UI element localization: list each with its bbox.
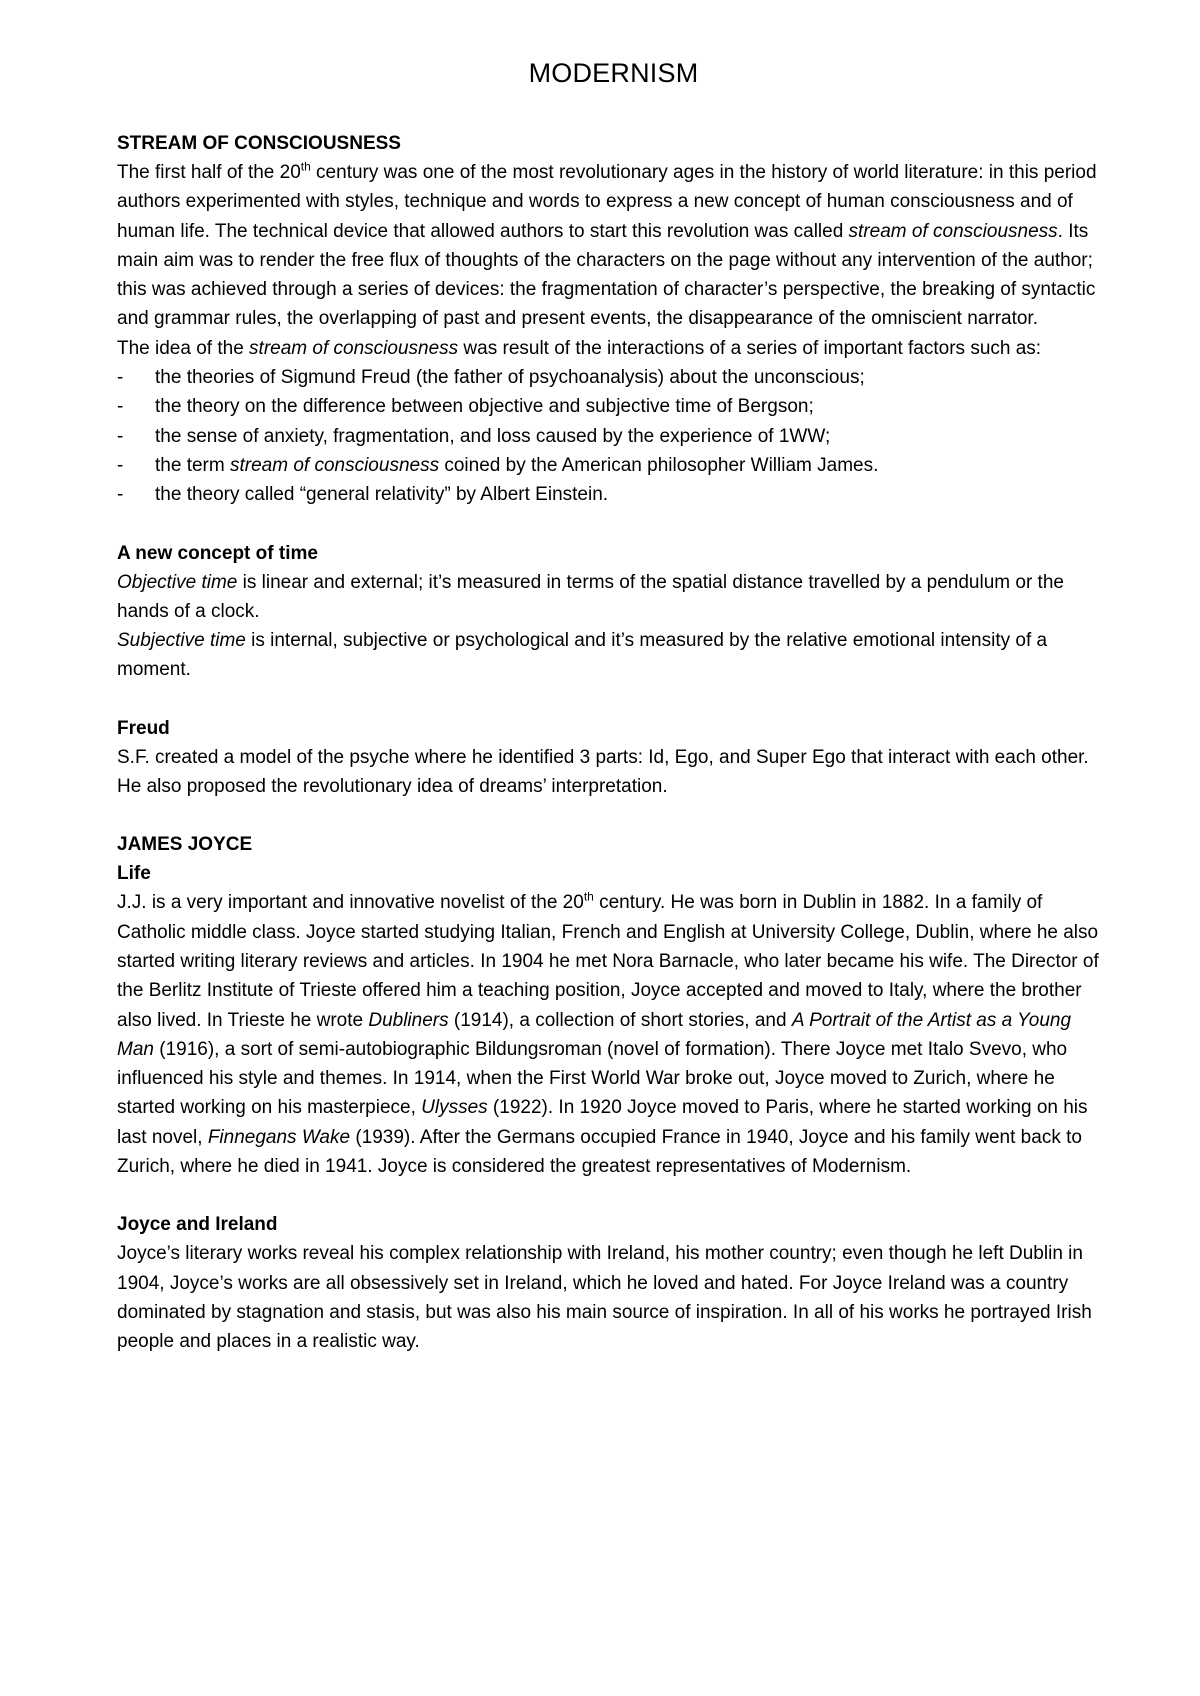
paragraph-stream-factors: The idea of the stream of consciousness was result of the interactions of a series of important factors such as:	[117, 337, 1042, 359]
list-item: - the theories of Sigmund Freud (the father of psychoanalysis) about the unconscious;	[117, 367, 865, 389]
paragraph-joyce-ireland: Joyce’s literary works reveal his complex relationship with Ireland, his mother country; even though he left Dublin in 1904, Joyce’s works are all obsessively set in Ireland, which he loved and hated. For Joyce Ireland was a country dominated by stagnation and stasis, but was also his main source of inspiration. In all of his works he portrayed Irish people and places in a realistic way.	[117, 1243, 1092, 1353]
paragraph-joyce-life: J.J. is a very important and innovative novelist of the 20th century. He was born in Dublin in 1882. In a family of Catholic middle class. Joyce started studying Italian, French and English at University College, Dublin, where he also started writing literary reviews and articles. In 1904 he met Nora Barnacle, who later became his wife. The Director of the Berlitz Institute of Trieste offered him a teaching position, Joyce accepted and moved to Italy, where the brother also lived. In Trieste he wrote Dubliners (1914), a collection of short stories, and A Portrait of the Artist as a Young Man (1916), a sort of semi-autobiographic Bildungsroman (novel of formation). There Joyce met Italo Svevo, who influenced his style and themes. In 1914, when the First World War broke out, Joyce moved to Zurich, where he started working on his masterpiece, Ulysses (1922). In 1920 Joyce moved to Paris, where he started working on his last novel, Finnegans Wake (1939). After the Germans occupied France in 1940, Joyce and his family went back to Zurich, where he died in 1941. Joyce is considered the greatest representatives of Modernism.	[117, 890, 1099, 1178]
paragraph-freud-dreams: He also proposed the revolutionary idea of dreams’ interpretation.	[117, 776, 668, 798]
list-item: - the sense of anxiety, fragmentation, and loss caused by the experience of 1WW;	[117, 425, 831, 447]
list-item: - the term stream of consciousness coined by the American philosopher William James.	[117, 454, 879, 476]
subheading-joyce-ireland: Joyce and Ireland	[117, 1214, 278, 1236]
section-heading-joyce: JAMES JOYCE	[117, 834, 253, 856]
section-heading-stream: STREAM OF CONSCIOUSNESS	[117, 133, 401, 154]
paragraph-freud-psyche: S.F. created a model of the psyche where he identified 3 parts: Id, Ego, and Super Ego that interact with each other.	[117, 746, 1089, 768]
paragraph-subjective-time: Subjective time is internal, subjective or psychological and it’s measured by the relative emotional intensity of a moment.	[117, 630, 1048, 681]
section-heading-freud: Freud	[117, 717, 170, 739]
factors-list	[117, 363, 1100, 509]
list-item: - the theory on the difference between objective and subjective time of Bergson;	[117, 396, 814, 418]
paragraph-objective-time: Objective time is linear and external; it’s measured in terms of the spatial distance travelled by a pendulum or the hands of a clock.	[117, 571, 1064, 622]
list-item: - the theory called “general relativity” by Albert Einstein.	[117, 484, 609, 506]
paragraph-stream-intro: The first half of the 20th century was one of the most revolutionary ages in the history of world literature: in this period authors experimented with styles, technique and words to express a new concept of human consciousness and of human life. The technical device that allowed authors to start this revolution was called stream of consciousness. Its main aim was to render the free flux of thoughts of the characters on the page without any intervention of the author; this was achieved through a series of devices: the fragmentation of character’s perspective, the breaking of syntactic and grammar rules, the overlapping of past and present events, the disappearance of the omniscient narrator.	[117, 159, 1097, 330]
document-title: MODERNISM	[528, 58, 699, 88]
subheading-life: Life	[117, 863, 151, 885]
section-heading-time: A new concept of time	[117, 542, 318, 564]
